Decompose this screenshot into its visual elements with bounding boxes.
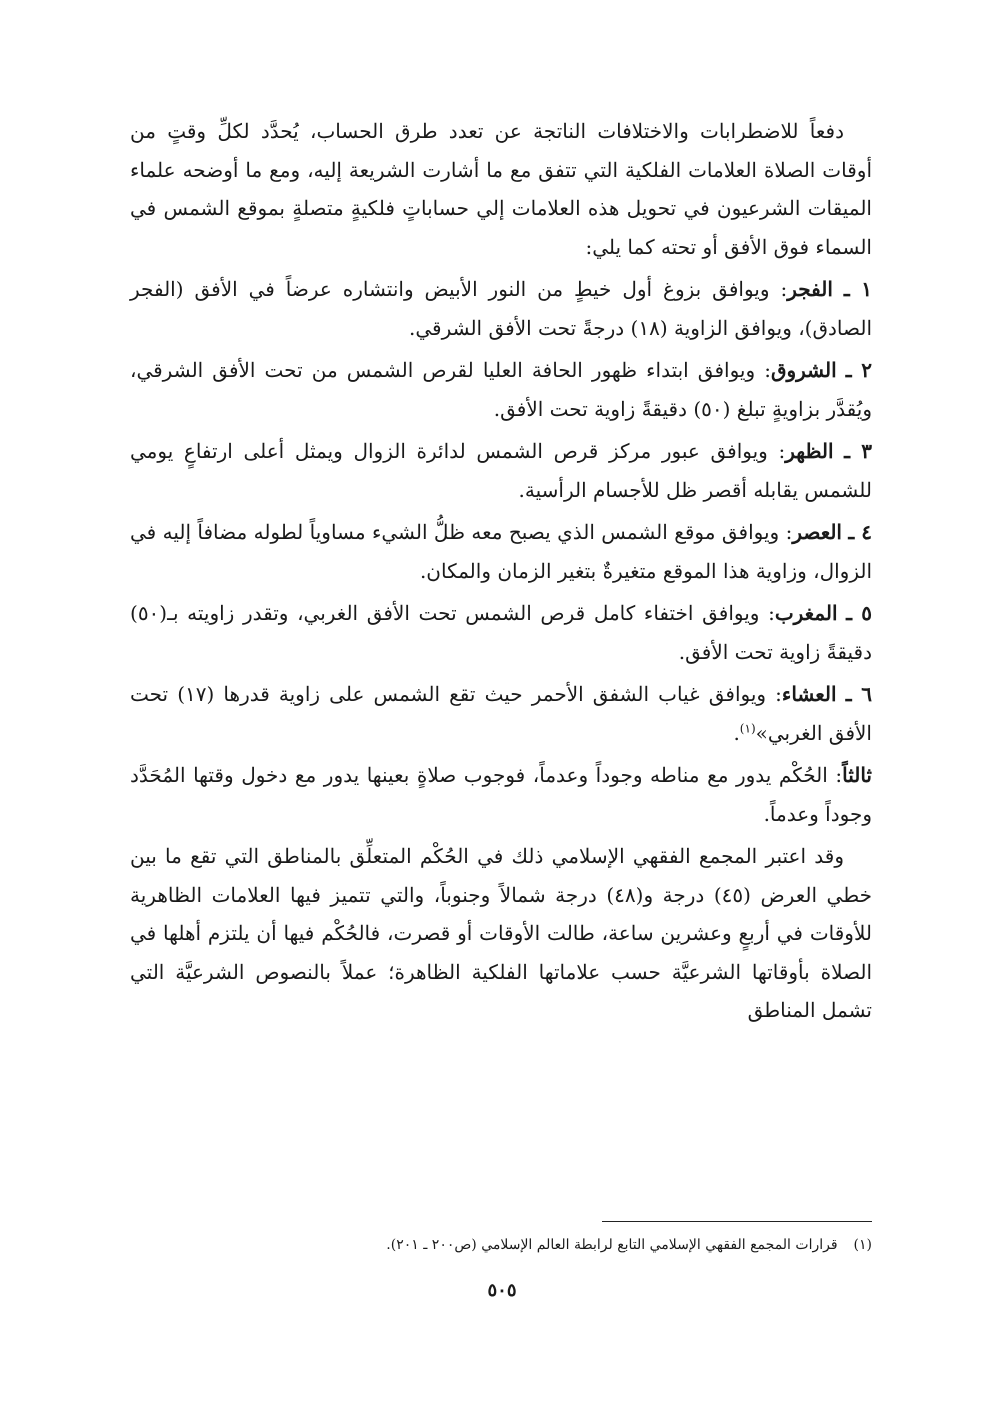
item-text: : ويوافق موقع الشمس الذي يصبح معه ظلُّ الشيء مساوياً لطوله مضافاً إليه في الزوال، وزاوية هذا الموقع متغيرةٌ بتغير الزمان والمكان. bbox=[130, 520, 872, 583]
item-end: . bbox=[733, 720, 740, 745]
item-maghrib bbox=[130, 594, 872, 671]
third-text: : الحُكْم يدور مع مناطه وجوداً وعدماً، فوجوب صلاةٍ بعينها يدور مع دخول وقتها المُحَدَّد وجوداً وعدماً. bbox=[130, 763, 872, 826]
footnote-divider bbox=[602, 1221, 872, 1222]
item-number: ١ ـ bbox=[843, 277, 873, 301]
item-term: الظهر bbox=[785, 439, 834, 463]
item-dhuhr bbox=[130, 432, 872, 509]
item-text: : ويوافق ابتداء ظهور الحافة العليا لقرص الشمس من تحت الأفق الشرقي، ويُقدَّر بزاويةٍ تبلغ (٥٠) دقيقةً زاوية تحت الأفق. bbox=[130, 358, 872, 421]
item-isha bbox=[130, 675, 872, 752]
item-fajr bbox=[130, 270, 872, 347]
page-number: ٥٠٥ bbox=[487, 1280, 517, 1301]
last-paragraph: وقد اعتبر المجمع الفقهي الإسلامي ذلك في الحُكْم المتعلِّق بالمناطق التي تقع ما بين خطي العرض (٤٥) درجة و(٤٨) درجة شمالاً وجنوباً، والتي تتميز فيها العلامات الظاهرية للأوقات في أربعٍ وعشرين ساعة، طالت الأوقات أو قصرت، فالحُكْم فيها أن يلتزم أهلها في الصلاة بأوقاتها الشرعيَّة حسب علاماتها الفلكية الظاهرة؛ عملاً بالنصوص الشرعيَّة التي تشمل المناطق bbox=[130, 844, 872, 1022]
item-term: الفجر bbox=[787, 277, 833, 301]
item-number: ٤ ـ bbox=[848, 520, 872, 544]
item-text: : ويوافق عبور مركز قرص الشمس لدائرة الزوال ويمثل أعلى ارتفاعٍ يومي للشمس يقابله أقصر ظل للأجسام الرأسية. bbox=[130, 439, 872, 502]
footnote-text: قرارات المجمع الفقهي الإسلامي التابع لرابطة العالم الإسلامي (ص٢٠٠ ـ ٢٠١). bbox=[386, 1237, 838, 1253]
item-text: : ويوافق اختفاء كامل قرص الشمس تحت الأفق الغربي، وتقدر زاويته بـ(٥٠) دقيقةً زاوية تحت الأفق. bbox=[130, 601, 872, 664]
item-text: : ويوافق غياب الشفق الأحمر حيث تقع الشمس على زاوية قدرها (١٧) تحت الأفق الغربي» bbox=[130, 682, 872, 745]
footnote bbox=[130, 1234, 872, 1256]
item-shuruq bbox=[130, 351, 872, 428]
item-term: العصر bbox=[792, 520, 842, 544]
footnote-mark: (١) bbox=[853, 1237, 872, 1253]
item-term: العشاء bbox=[781, 682, 837, 706]
item-asr bbox=[130, 513, 872, 590]
item-text: : ويوافق بزوغ أول خيطٍ من النور الأبيض وانتشاره عرضاً في الأفق (الفجر الصادق)، ويوافق الزاوية (١٨) درجةً تحت الأفق الشرقي. bbox=[130, 277, 872, 340]
main-text bbox=[130, 112, 872, 1034]
item-term: الشروق bbox=[770, 358, 837, 382]
third-term: ثالثاً bbox=[842, 763, 872, 787]
intro-paragraph: دفعاً للاضطرابات والاختلافات الناتجة عن تعدد طرق الحساب، يُحدَّد لكلِّ وقتٍ من أوقات الصلاة العلامات الفلكية التي تتفق مع ما أشارت الشريعة إليه، ومع ما أوضحه علماء الميقات الشرعيون في تحويل هذه العلامات إلي حساباتٍ فلكيةٍ متصلةٍ بموقع الشمس في السماء فوق الأفق أو تحته كما يلي: bbox=[130, 119, 872, 259]
item-number: ٥ ـ bbox=[846, 601, 873, 625]
item-term: المغرب bbox=[774, 601, 838, 625]
item-number: ٦ ـ bbox=[845, 682, 873, 706]
item-number: ٢ ـ bbox=[845, 358, 872, 382]
third-paragraph bbox=[130, 756, 872, 833]
item-number: ٣ ـ bbox=[844, 439, 873, 463]
footnote-reference[interactable]: (١) bbox=[739, 720, 756, 735]
